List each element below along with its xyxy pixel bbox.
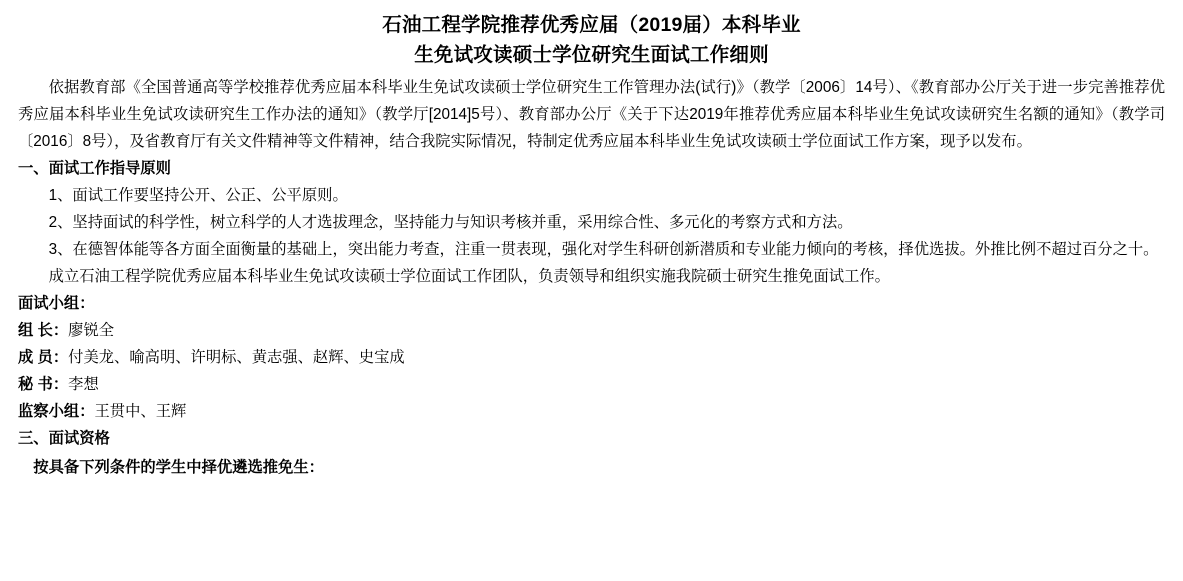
list-item-principle-3: 3、在德智体能等各方面全面衡量的基础上，突出能力考查，注重一贯表现，强化对学生科研创新潜质和专业能力倾向的考核，择优选拔。外推比例不超过百分之十。 — [48, 241, 1159, 258]
section-heading-three: 三、面试资格 — [18, 430, 110, 447]
role-leader-label: 组 长： — [18, 322, 69, 339]
title-line-2: 生免试攻读硕士学位研究生面试工作细则 — [414, 44, 769, 66]
role-supervision — [18, 398, 1165, 425]
list-item-principle-1: 1、面试工作要坚持公开、公正、公平原则。 — [48, 187, 348, 204]
role-leader — [18, 317, 1165, 344]
list-item-principle-2: 2、坚持面试的科学性，树立科学的人才选拔理念，坚持能力与知识考核并重，采用综合性、多元化的考察方式和方法。 — [48, 214, 853, 231]
role-supervision-value: 王贯中、王辉 — [94, 403, 187, 420]
role-secretary — [18, 371, 1165, 398]
role-secretary-value: 李想 — [68, 376, 99, 393]
role-members-label: 成 员： — [18, 349, 69, 366]
section-three-text: 按具备下列条件的学生中择优遴选推免生： — [33, 459, 324, 476]
role-members — [18, 344, 1165, 371]
role-supervision-label: 监察小组： — [18, 403, 95, 420]
group-heading: 面试小组： — [18, 295, 95, 312]
section-heading-one: 一、面试工作指导原则 — [18, 160, 171, 177]
role-secretary-label: 秘 书： — [18, 376, 69, 393]
intro-paragraph: 依据教育部《全国普通高等学校推荐优秀应届本科毕业生免试攻读硕士学位研究生工作管理办法(试行)》（教学〔2006〕14号）、《教育部办公厅关于进一步完善推荐优秀应届本科毕业生免试攻读研究生工作办法的通知》（教学厅[2014]5号）、教育部办公厅《关于下达2019年推荐优秀应届本科毕业生免试攻读研究生名额的通知》（教学司〔2016〕8号），及省教育厅有关文件精神等文件精神，结合我院实际情况，特制定优秀应届本科毕业生免试攻读硕士学位面试工作方案，现予以发布。 — [18, 79, 1165, 150]
role-leader-value: 廖锐全 — [68, 322, 115, 339]
document-title — [18, 10, 1165, 70]
team-paragraph: 成立石油工程学院优秀应届本科毕业生免试攻读硕士学位面试工作团队，负责领导和组织实施我院硕士研究生推免面试工作。 — [48, 268, 890, 285]
title-line-1: 石油工程学院推荐优秀应届（2019届）本科毕业 — [382, 14, 801, 36]
role-members-value: 付美龙、喻高明、许明标、黄志强、赵辉、史宝成 — [68, 349, 405, 366]
